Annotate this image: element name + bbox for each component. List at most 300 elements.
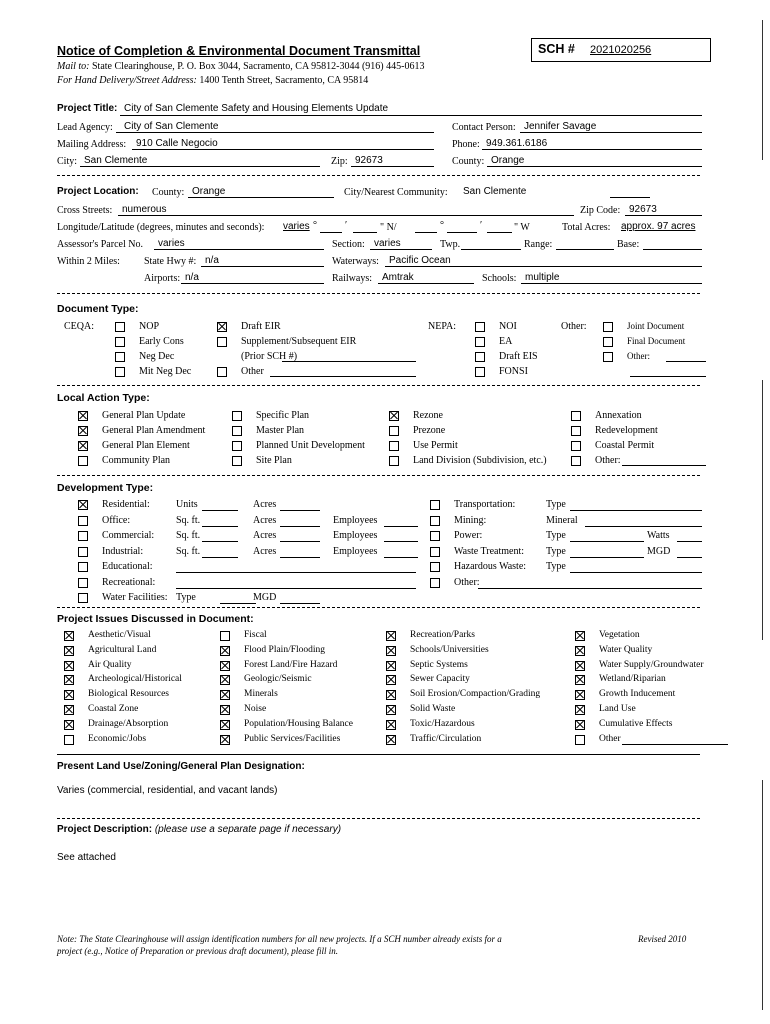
sch-label: SCH # <box>538 42 575 56</box>
checkbox-label: Agricultural Land <box>88 644 157 655</box>
sch-box <box>531 38 711 62</box>
checkbox-label: Aesthetic/Visual <box>88 630 151 640</box>
checkbox-label: Vegetation <box>599 630 640 640</box>
checkbox-label: Master Plan <box>256 425 305 436</box>
checkbox[interactable] <box>603 352 613 362</box>
scan-edge-mark <box>762 780 763 1010</box>
field-label: Employees <box>333 545 378 557</box>
checkbox[interactable] <box>475 352 485 362</box>
field-label: Sq. ft. <box>176 514 201 526</box>
zip-line <box>351 166 434 167</box>
checkbox[interactable] <box>64 690 74 700</box>
checkbox-label: Flood Plain/Flooding <box>244 644 326 655</box>
checkbox-label: Population/Housing Balance <box>244 718 353 729</box>
waterways-line <box>385 266 702 267</box>
checkbox-label: Cumulative Effects <box>599 718 673 729</box>
checkbox-label: Archeological/Historical <box>88 674 182 685</box>
zip-label: Zip: <box>331 156 348 167</box>
checkbox[interactable] <box>220 690 230 700</box>
loc-county-line <box>188 197 334 198</box>
dev-type-label: Development Type: <box>57 482 154 494</box>
doc-other-line-2 <box>630 376 706 377</box>
hwy-label: State Hwy #: <box>144 256 197 267</box>
phone-line <box>482 149 702 150</box>
checkbox[interactable] <box>78 531 88 541</box>
prior-sch-line <box>282 361 416 362</box>
range-label: Range: <box>524 239 553 250</box>
nepa-label: NEPA: <box>428 321 456 332</box>
checkbox[interactable] <box>220 720 230 730</box>
checkbox[interactable] <box>386 690 396 700</box>
checkbox[interactable] <box>220 661 230 671</box>
hwy-line <box>201 266 324 267</box>
land-use-value[interactable]: Varies (commercial, residential, and vacant lands) <box>57 785 278 796</box>
checkbox[interactable] <box>389 426 399 436</box>
checkbox-label: Wetland/Riparian <box>599 674 666 685</box>
waterways-value[interactable]: Pacific Ocean <box>389 255 451 266</box>
checkbox-label: Land Division (Subdivision, etc.) <box>413 455 547 466</box>
checkbox-label: FONSI <box>499 366 528 377</box>
loc-zip-value[interactable]: 92673 <box>629 204 657 215</box>
checkbox[interactable] <box>571 441 581 451</box>
lat-sec-line <box>353 232 377 233</box>
description-value[interactable]: See attached <box>57 852 116 863</box>
land-use-label: Present Land Use/Zoning/General Plan Designation: <box>57 761 305 772</box>
checkbox-label: Drainage/Absorption <box>88 718 169 729</box>
field-label: Acres <box>253 514 277 526</box>
checkbox-label: Forest Land/Fire Hazard <box>244 659 338 670</box>
section-label: Section: <box>332 239 365 250</box>
checkbox[interactable] <box>232 411 242 421</box>
checkbox[interactable] <box>115 322 125 332</box>
checkbox-label: Redevelopment <box>595 425 658 436</box>
checkbox[interactable] <box>575 720 585 730</box>
checkbox-label: Draft EIS <box>499 351 538 362</box>
checkbox[interactable] <box>78 593 88 603</box>
community-value[interactable]: San Clemente <box>463 186 527 197</box>
field-line[interactable] <box>478 588 702 589</box>
field-label: Employees <box>333 530 378 541</box>
county-label: County: <box>452 156 485 167</box>
project-title-line <box>120 115 702 116</box>
doc-other-label: Other: <box>561 321 587 332</box>
checkbox[interactable] <box>64 661 74 671</box>
checkbox[interactable] <box>430 500 440 510</box>
field-line[interactable] <box>585 526 702 527</box>
checkbox[interactable] <box>575 705 585 715</box>
checkbox-label: Commercial: <box>102 530 155 541</box>
field-line[interactable] <box>202 510 238 511</box>
doc-type-label: Document Type: <box>57 303 139 315</box>
checkbox-label: Sewer Capacity <box>410 674 470 685</box>
checkbox[interactable] <box>64 675 74 685</box>
checkbox[interactable] <box>64 720 74 730</box>
form-title: Notice of Completion & Environmental Document Transmittal <box>57 44 421 58</box>
field-line[interactable] <box>384 526 418 527</box>
checkbox-label: Draft EIR <box>241 321 281 332</box>
field-line[interactable] <box>220 603 256 604</box>
acres-label: Total Acres: <box>562 222 611 233</box>
checkbox-label: Other: <box>627 351 650 361</box>
checkbox[interactable] <box>603 322 613 332</box>
field-label: Sq. ft. <box>176 530 201 541</box>
checkbox[interactable] <box>575 646 585 656</box>
checkbox-label: Community Plan <box>102 455 171 466</box>
checkbox-label: NOI <box>499 321 517 332</box>
checkbox-label: Other <box>241 366 264 377</box>
checkbox-label: Transportation: <box>454 499 516 510</box>
checkbox-label: Planned Unit Development <box>256 440 365 451</box>
project-title-value[interactable]: City of San Clemente Safety and Housing Elements Update <box>124 103 389 114</box>
field-line[interactable] <box>570 557 644 558</box>
checkbox[interactable] <box>217 337 227 347</box>
checkbox[interactable] <box>475 337 485 347</box>
cross-value[interactable]: numerous <box>122 204 167 215</box>
checkbox[interactable] <box>571 456 581 466</box>
checkbox[interactable] <box>217 367 227 377</box>
divider <box>57 175 700 176</box>
mailing-line <box>132 149 434 150</box>
scan-edge-mark <box>762 380 763 640</box>
ceqa-label: CEQA: <box>64 321 94 332</box>
county-value[interactable]: Orange <box>491 155 525 166</box>
description-heading: Project Description: (please use a separate page if necessary) <box>57 824 342 835</box>
issues-other-line <box>622 744 728 745</box>
base-label: Base: <box>617 239 640 250</box>
field-line[interactable] <box>202 557 238 558</box>
checkbox[interactable] <box>115 352 125 362</box>
field-label: Sq. ft. <box>176 545 201 557</box>
north-symbol: " N/ <box>380 222 397 233</box>
deg-symbol: ° <box>313 220 317 231</box>
checkbox-label: Water Facilities: <box>102 592 168 603</box>
checkbox[interactable] <box>430 531 440 541</box>
railways-value[interactable]: Amtrak <box>382 272 414 283</box>
checkbox-label: General Plan Element <box>102 440 190 451</box>
checkbox-label: Geologic/Seismic <box>244 674 312 685</box>
checkbox-label: Waste Treatment: <box>454 545 525 557</box>
hand-delivery: For Hand Delivery/Street Address: 1400 Tenth Street, Sacramento, CA 95814 <box>57 75 369 86</box>
within-label: Within 2 Miles: <box>57 256 120 267</box>
zip-value[interactable]: 92673 <box>355 155 383 166</box>
checkbox-label: Other <box>599 733 621 744</box>
checkbox[interactable] <box>389 456 399 466</box>
checkbox-label: Mit Neg Dec <box>139 366 192 377</box>
divider <box>57 385 700 386</box>
field-label: Type <box>546 499 566 510</box>
field-label: Mineral <box>546 514 578 526</box>
checkbox-label: NOP <box>139 321 160 332</box>
loc-zip-label: Zip Code: <box>580 205 621 216</box>
deg-symbol-2: ° <box>440 220 444 231</box>
community-line <box>610 197 650 198</box>
field-line[interactable] <box>202 526 238 527</box>
contact-line <box>520 132 702 133</box>
field-label: Type <box>546 545 566 557</box>
checkbox-label: Hazardous Waste: <box>454 561 527 572</box>
checkbox[interactable] <box>220 705 230 715</box>
checkbox-label: Annexation <box>595 410 642 421</box>
checkbox[interactable] <box>78 456 88 466</box>
checkbox[interactable] <box>575 735 585 745</box>
field-line[interactable] <box>280 526 320 527</box>
checkbox[interactable] <box>571 411 581 421</box>
field-line[interactable] <box>384 557 418 558</box>
field-line[interactable] <box>677 557 702 558</box>
airports-value[interactable]: n/a <box>185 272 199 283</box>
checkbox[interactable] <box>386 661 396 671</box>
checkbox-label: Other: <box>454 576 480 588</box>
checkbox-label: Water Quality <box>599 644 653 655</box>
fill-line <box>176 588 416 589</box>
section-value[interactable]: varies <box>374 238 401 249</box>
checkbox-label: Joint Document <box>627 321 685 331</box>
checkbox[interactable] <box>64 631 74 641</box>
apn-line <box>154 249 324 250</box>
checkbox-label: Neg Dec <box>139 351 175 362</box>
cross-line <box>118 215 574 216</box>
fill-line <box>176 572 416 573</box>
section-line <box>370 249 432 250</box>
divider <box>57 475 700 476</box>
west-symbol: " W <box>514 222 530 233</box>
field-line[interactable] <box>280 541 320 542</box>
checkbox[interactable] <box>78 547 88 557</box>
checkbox-label: Traffic/Circulation <box>410 733 482 744</box>
checkbox[interactable] <box>64 735 74 745</box>
checkbox[interactable] <box>220 646 230 656</box>
city-line <box>80 166 320 167</box>
hwy-value[interactable]: n/a <box>205 255 219 266</box>
contact-label: Contact Person: <box>452 122 516 133</box>
checkbox[interactable] <box>115 367 125 377</box>
checkbox-label: Use Permit <box>413 440 458 451</box>
checkbox[interactable] <box>389 441 399 451</box>
field-label: Type <box>546 530 566 541</box>
checkbox[interactable] <box>386 675 396 685</box>
city-value[interactable]: San Clemente <box>84 155 148 166</box>
unit-label: Watts <box>647 530 670 541</box>
lead-agency-label: Lead Agency: <box>57 122 113 133</box>
field-label: Type <box>546 561 566 572</box>
checkbox[interactable] <box>575 661 585 671</box>
doc-other-line <box>666 361 706 362</box>
issues-label: Project Issues Discussed in Document: <box>57 613 254 625</box>
base-line <box>643 249 702 250</box>
lead-agency-line <box>116 132 434 133</box>
checkbox[interactable] <box>78 516 88 526</box>
checkbox-label: Noise <box>244 704 267 714</box>
community-label: City/Nearest Community: <box>344 187 448 198</box>
checkbox-label: (Prior SCH #) <box>241 351 298 362</box>
twp-label: Twp. <box>440 239 461 250</box>
checkbox-label: Site Plan <box>256 455 292 466</box>
checkbox-label: Solid Waste <box>410 704 456 714</box>
field-line[interactable] <box>280 557 320 558</box>
checkbox-label: Recreation/Parks <box>410 630 475 640</box>
checkbox[interactable] <box>78 500 88 510</box>
local-action-label: Local Action Type: <box>57 392 150 404</box>
checkbox[interactable] <box>220 735 230 745</box>
checkbox[interactable] <box>430 516 440 526</box>
latlong-label: Longitude/Latitude (degrees, minutes and seconds): <box>57 222 265 233</box>
apn-value[interactable]: varies <box>158 238 185 249</box>
footer-note-line1: Note: The State Clearinghouse will assign identification numbers for all new projects. If a SCH number already exists for a <box>57 934 502 944</box>
checkbox[interactable] <box>386 631 396 641</box>
checkbox-label: Supplement/Subsequent EIR <box>241 336 357 347</box>
cross-label: Cross Streets: <box>57 205 113 216</box>
checkbox[interactable] <box>115 337 125 347</box>
field-line[interactable] <box>677 541 702 542</box>
location-label: Project Location: <box>57 186 139 197</box>
checkbox[interactable] <box>389 411 399 421</box>
checkbox-label: Prezone <box>413 425 446 436</box>
checkbox-label: Mining: <box>454 514 487 526</box>
apn-label: Assessor's Parcel No. <box>57 239 143 250</box>
checkbox-label: Biological Resources <box>88 689 169 700</box>
twp-line <box>461 249 521 250</box>
checkbox[interactable] <box>78 411 88 421</box>
checkbox[interactable] <box>386 646 396 656</box>
scan-edge-mark <box>762 20 763 160</box>
checkbox[interactable] <box>386 705 396 715</box>
checkbox[interactable] <box>430 578 440 588</box>
waterways-label: Waterways: <box>332 256 379 267</box>
field-label: Units <box>176 499 198 510</box>
checkbox-label: Air Quality <box>88 659 132 670</box>
checkbox-label: Final Document <box>627 336 686 346</box>
checkbox[interactable] <box>64 705 74 715</box>
revised-date: Revised 2010 <box>638 934 687 944</box>
checkbox[interactable] <box>386 720 396 730</box>
acres-value[interactable]: approx. 97 acres <box>621 221 696 232</box>
field-line[interactable] <box>280 510 320 511</box>
checkbox[interactable] <box>78 426 88 436</box>
checkbox[interactable] <box>78 578 88 588</box>
min-symbol-2: ′ <box>480 220 483 231</box>
checkbox[interactable] <box>571 426 581 436</box>
checkbox-label: Other: <box>595 455 621 466</box>
sch-number: 2021020256 <box>590 44 652 56</box>
checkbox[interactable] <box>575 675 585 685</box>
project-title-label: Project Title: <box>57 103 118 114</box>
loc-county-value[interactable]: Orange <box>192 186 226 197</box>
checkbox-label: Fiscal <box>244 630 267 640</box>
checkbox[interactable] <box>217 322 227 332</box>
checkbox-label: EA <box>499 336 513 347</box>
checkbox-label: Soil Erosion/Compaction/Grading <box>410 689 541 700</box>
checkbox-label: General Plan Amendment <box>102 425 206 436</box>
field-line[interactable] <box>280 603 320 604</box>
checkbox[interactable] <box>575 690 585 700</box>
schools-line <box>521 283 702 284</box>
phone-value[interactable]: 949.361.6186 <box>486 138 548 149</box>
local-other-line <box>622 465 706 466</box>
railways-label: Railways: <box>332 273 372 284</box>
schools-label: Schools: <box>482 273 517 284</box>
latlong-value[interactable]: varies <box>283 221 310 232</box>
loc-county-label: County: <box>152 187 185 198</box>
checkbox[interactable] <box>78 562 88 572</box>
checkbox-label: Rezone <box>413 410 443 421</box>
checkbox[interactable] <box>430 547 440 557</box>
divider <box>57 818 700 819</box>
checkbox[interactable] <box>64 646 74 656</box>
mail-to: Mail to: State Clearinghouse, P. O. Box 3044, Sacramento, CA 95812-3044 (916) 445-0613 <box>57 61 425 72</box>
loc-zip-line <box>625 215 702 216</box>
checkbox[interactable] <box>220 631 230 641</box>
county-line <box>487 166 702 167</box>
field-label: Acres <box>253 530 277 541</box>
lead-agency-value[interactable]: City of San Clemente <box>124 121 219 132</box>
checkbox[interactable] <box>78 441 88 451</box>
unit-label: MGD <box>647 545 671 557</box>
checkbox-label: Specific Plan <box>256 410 310 421</box>
checkbox-label: Economic/Jobs <box>88 733 147 744</box>
checkbox-label: Schools/Universities <box>410 644 489 655</box>
contact-value[interactable]: Jennifer Savage <box>524 121 597 132</box>
checkbox-label: General Plan Update <box>102 410 186 421</box>
mailing-label: Mailing Address: <box>57 139 127 150</box>
checkbox-label: Land Use <box>599 704 636 714</box>
checkbox-label: Toxic/Hazardous <box>410 718 475 729</box>
checkbox-label: Educational: <box>102 561 153 572</box>
checkbox[interactable] <box>475 322 485 332</box>
checkbox[interactable] <box>232 441 242 451</box>
field-label: Type <box>176 592 196 603</box>
checkbox-label: Power: <box>454 530 483 541</box>
checkbox[interactable] <box>220 675 230 685</box>
checkbox-label: Recreational: <box>102 576 156 588</box>
city-label: City: <box>57 156 78 167</box>
divider <box>57 754 700 755</box>
field-line[interactable] <box>570 572 702 573</box>
footer-note-line2: project (e.g., Notice of Preparation or previous draft document), please fill in. <box>57 946 338 956</box>
checkbox[interactable] <box>232 426 242 436</box>
divider <box>57 607 700 608</box>
mailing-value[interactable]: 910 Calle Negocio <box>136 138 218 149</box>
checkbox-label: Early Cons <box>139 336 184 347</box>
field-label: Employees <box>333 514 378 526</box>
checkbox-label: Industrial: <box>102 545 144 557</box>
phone-label: Phone: <box>452 139 480 150</box>
long-deg-line <box>415 232 437 233</box>
checkbox-label: Public Services/Facilities <box>244 733 341 744</box>
railways-line <box>378 283 474 284</box>
checkbox[interactable] <box>475 367 485 377</box>
schools-value[interactable]: multiple <box>525 272 560 283</box>
checkbox[interactable] <box>575 631 585 641</box>
checkbox-label: Office: <box>102 514 131 526</box>
airports-label: Airports: <box>144 273 181 284</box>
checkbox-label: Coastal Zone <box>88 704 139 714</box>
field-line[interactable] <box>202 541 238 542</box>
long-sec-line <box>487 232 512 233</box>
checkbox-label: Growth Inducement <box>599 689 676 700</box>
field-line[interactable] <box>570 510 702 511</box>
field-line[interactable] <box>570 541 644 542</box>
checkbox[interactable] <box>603 337 613 347</box>
field-label: Acres <box>253 545 277 557</box>
range-line <box>556 249 614 250</box>
field-line[interactable] <box>384 541 418 542</box>
checkbox[interactable] <box>386 735 396 745</box>
long-min-line <box>447 232 477 233</box>
checkbox-label: Water Supply/Groundwater <box>599 659 704 670</box>
field-label: MGD <box>253 592 277 603</box>
checkbox[interactable] <box>430 562 440 572</box>
checkbox[interactable] <box>232 456 242 466</box>
